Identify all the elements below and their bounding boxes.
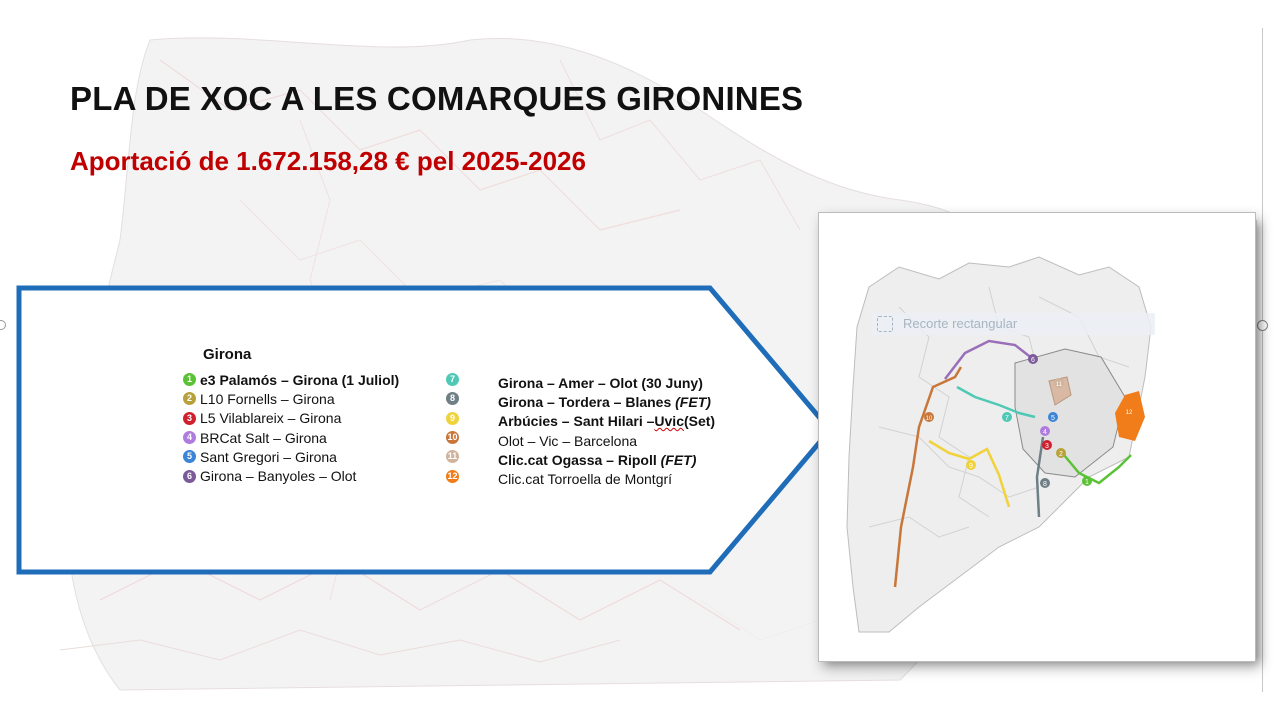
route-label-11: Clic.cat Ogassa – Ripoll <box>498 451 657 468</box>
route-marker-row-7 <box>438 370 459 389</box>
route-status-fet: (FET) <box>675 393 711 410</box>
route-item-10 <box>498 431 715 450</box>
route-marker-row-12 <box>438 466 459 485</box>
slide-title: PLA DE XOC A LES COMARQUES GIRONINES <box>70 80 804 117</box>
route-label-3: L5 Vilablareix – Girona <box>200 410 342 427</box>
route-list-left <box>183 370 399 486</box>
girona-route-map <box>839 227 1155 637</box>
route-number-3-icon: 3 <box>183 412 196 425</box>
map-marker-10 <box>924 412 934 422</box>
map-marker-11 <box>1054 378 1064 388</box>
route-item-7 <box>498 373 715 392</box>
route-marker-row-9 <box>438 409 459 428</box>
map-marker-8 <box>1040 478 1050 488</box>
route-label-9: Arbúcies – Sant Hilari – <box>498 413 655 430</box>
map-marker-2 <box>1056 448 1066 458</box>
map-image-card[interactable] <box>818 212 1256 662</box>
route-item-3 <box>183 409 399 428</box>
route-label-uvic: Uvic <box>654 413 684 430</box>
svg-text:5: 5 <box>1051 415 1055 422</box>
route-item-1 <box>183 370 399 389</box>
route-marker-row-11 <box>438 447 459 466</box>
route-label-4: BRCat Salt – Girona <box>200 429 327 446</box>
ghost-capture-text: Recorte rectangular <box>903 316 1018 331</box>
map-marker-6 <box>1028 354 1038 364</box>
map-marker-7 <box>1002 412 1012 422</box>
map-marker-4 <box>1040 426 1050 436</box>
route-number-7-icon: 7 <box>446 373 459 386</box>
slide-edge-line <box>1262 28 1263 692</box>
route-number-11-icon: 11 <box>447 451 458 462</box>
route-number-6-icon: 6 <box>183 470 196 483</box>
route-label-6: Girona – Banyoles – Olot <box>200 468 357 485</box>
ghost-capture-overlay <box>871 313 1155 335</box>
map-marker-5 <box>1048 412 1058 422</box>
route-marker-row-10 <box>438 428 459 447</box>
svg-text:8: 8 <box>1043 481 1047 488</box>
region-label: Girona <box>203 346 252 363</box>
svg-text:2: 2 <box>1059 451 1063 458</box>
route-number-5-icon: 5 <box>183 450 196 463</box>
rectangle-capture-icon <box>877 316 893 332</box>
route-item-8 <box>498 392 715 411</box>
route-item-2 <box>183 389 399 408</box>
svg-text:11: 11 <box>1055 382 1063 388</box>
svg-text:12: 12 <box>1125 410 1133 416</box>
route-item-5 <box>183 447 399 466</box>
route-item-4 <box>183 428 399 447</box>
svg-text:10: 10 <box>925 416 933 422</box>
route-label-12: Clic.cat Torroella de Montgrí <box>498 471 673 488</box>
route-item-12 <box>498 469 715 488</box>
map-marker-3 <box>1042 440 1052 450</box>
route-label-5: Sant Gregori – Girona <box>200 448 337 465</box>
map-marker-9 <box>966 460 976 470</box>
arrow-callout-shape[interactable] <box>12 282 842 578</box>
route-marker-row-8 <box>438 389 459 408</box>
route-label-10: Olot – Vic – Barcelona <box>498 432 638 449</box>
route-list-right <box>498 373 715 489</box>
route-number-9-icon: 9 <box>446 412 459 425</box>
route-number-1-icon: 1 <box>183 373 196 386</box>
slide-subtitle: Aportació de 1.672.158,28 € pel 2025-2026 <box>70 146 586 176</box>
map-marker-12 <box>1124 406 1134 416</box>
resize-handle-right[interactable] <box>1257 320 1268 331</box>
route-label-8: Girona – Tordera – Blanes <box>498 393 672 410</box>
route-label-2: L10 Fornells – Girona <box>200 390 335 407</box>
route-item-6 <box>183 466 399 485</box>
svg-text:1: 1 <box>1085 479 1089 486</box>
route-number-12-icon: 12 <box>447 470 458 481</box>
svg-text:7: 7 <box>1005 415 1009 422</box>
route-number-column <box>438 370 459 486</box>
route-status-fet: (FET) <box>660 451 697 468</box>
svg-text:3: 3 <box>1045 443 1049 450</box>
route-number-10-icon: 10 <box>447 432 458 443</box>
svg-text:6: 6 <box>1031 357 1035 364</box>
svg-text:4: 4 <box>1043 429 1047 436</box>
route-label-1: e3 Palamós – Girona (1 Juliol) <box>200 371 400 388</box>
route-number-8-icon: 8 <box>446 392 459 405</box>
svg-text:9: 9 <box>969 463 973 470</box>
route-label-suffix: (Set) <box>683 413 716 430</box>
route-item-11 <box>498 450 715 469</box>
map-marker-1 <box>1082 476 1092 486</box>
route-number-4-icon: 4 <box>183 431 196 444</box>
route-label-7: Girona – Amer – Olot (30 Juny) <box>498 374 703 391</box>
route-item-9 <box>498 412 715 431</box>
route-number-2-icon: 2 <box>183 392 196 405</box>
